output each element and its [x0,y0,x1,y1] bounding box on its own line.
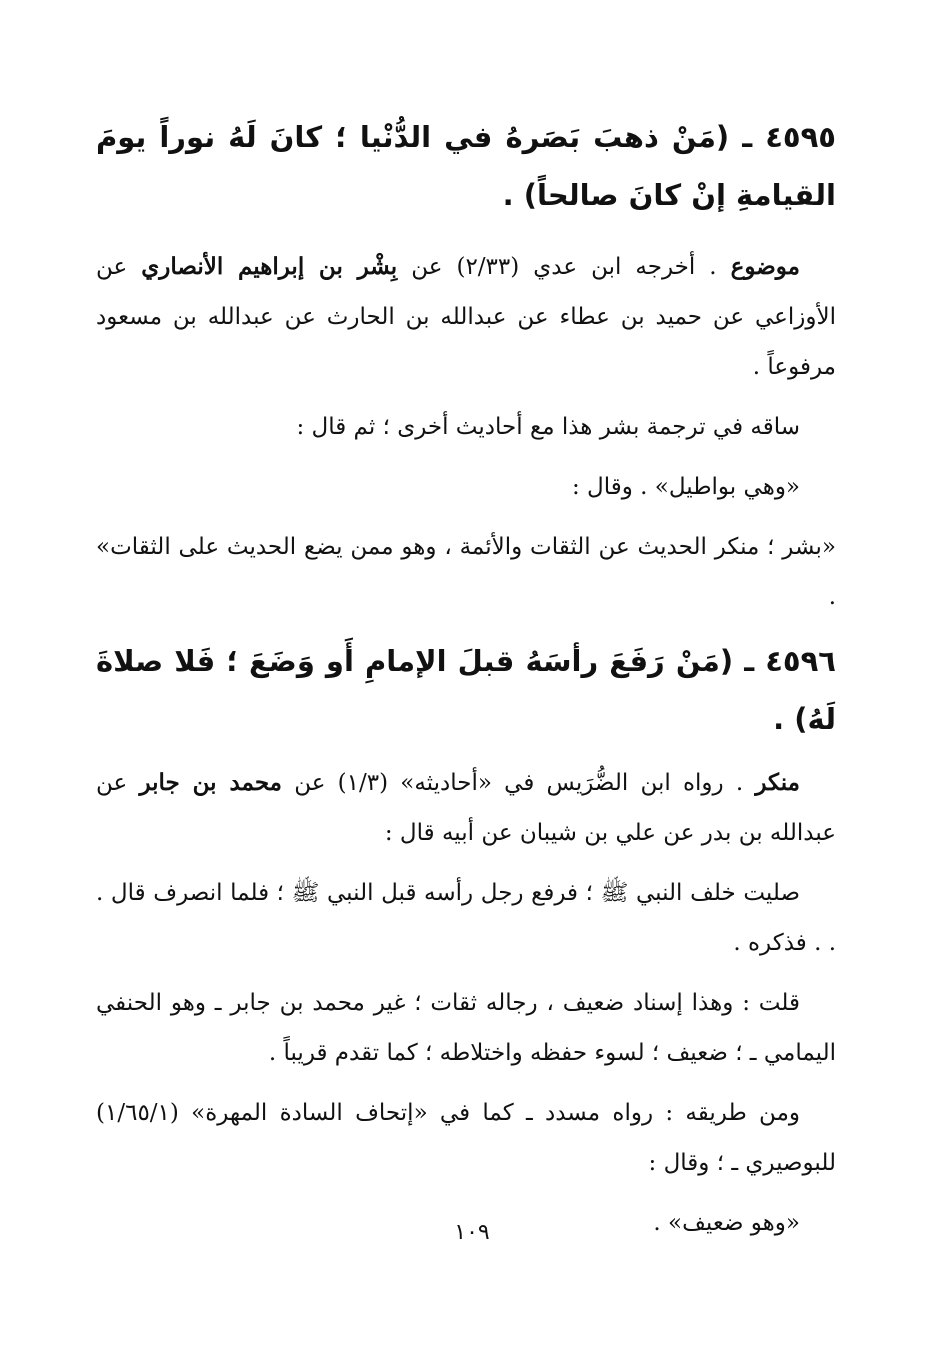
quote-paragraph: «وهي بواطيل» . وقال : [571,474,800,500]
page-content [96,108,836,1248]
takhrij-text: . أخرجه ابن عدي (٢/٣٣) عن [411,254,717,280]
grading-label: موضوع [730,253,800,280]
narration-paragraph: صليت خلف النبي ﷺ ؛ فرفع رجل رأسه قبل النبي ﷺ ؛ فلما انصرف قال . . . فذكره . [96,880,836,956]
page-number: ١٠٩ [454,1220,490,1245]
takhrij-text: . رواه ابن الضُّرَيس في «أحاديثه» (١/٣) عن [294,770,744,796]
narrator-name: محمد بن جابر [139,769,282,796]
takhrij-paragraph [96,758,836,858]
commentary-paragraph: قلت : وهذا إسناد ضعيف ، رجاله ثقات ؛ غير محمد بن جابر ـ وهو الحنفي اليمامي ـ ؛ ضعيف ؛ لسوء حفظه واختلاطه ؛ كما تقدم قريباً . [96,990,836,1066]
commentary-paragraph: ومن طريقه : رواه مسدد ـ كما في «إتحاف السادة المهرة» (١/٦٥/١) للبوصيري ـ ؛ وقال : [96,1100,836,1176]
takhrij-text: عن الأوزاعي عن حميد بن عطاء عن عبدالله بن الحارث عن عبدالله بن مسعود مرفوعاً . [96,254,836,380]
grading-label: منكر [755,769,800,796]
hadith-heading: ٤٥٩٦ ـ (مَنْ رَفَعَ رأسَهُ قبلَ الإمامِ أَو وَضَعَ ؛ فَلا صلاةَ لَهُ) . [96,644,836,736]
hadith-heading: ٤٥٩٥ ـ (مَنْ ذهبَ بَصَرهُ في الدُّنْيا ؛ كانَ لَهُ نوراً يومَ القيامةِ إنْ كانَ صالحاً) . [96,120,836,212]
takhrij-text: عن عبدالله بن بدر عن علي بن شيبان عن أبيه قال : [96,770,836,846]
takhrij-paragraph [96,242,836,392]
narrator-name: بِشْر بن إبراهيم الأنصاري [141,253,398,280]
quote-paragraph: «بشر ؛ منكر الحديث عن الثقات والأئمة ، وهو ممن يضع الحديث على الثقات» . [96,534,836,610]
quote-paragraph: «وهو ضعيف» . [653,1210,800,1236]
commentary-paragraph: ساقه في ترجمة بشر هذا مع أحاديث أخرى ؛ ثم قال : [296,414,800,440]
